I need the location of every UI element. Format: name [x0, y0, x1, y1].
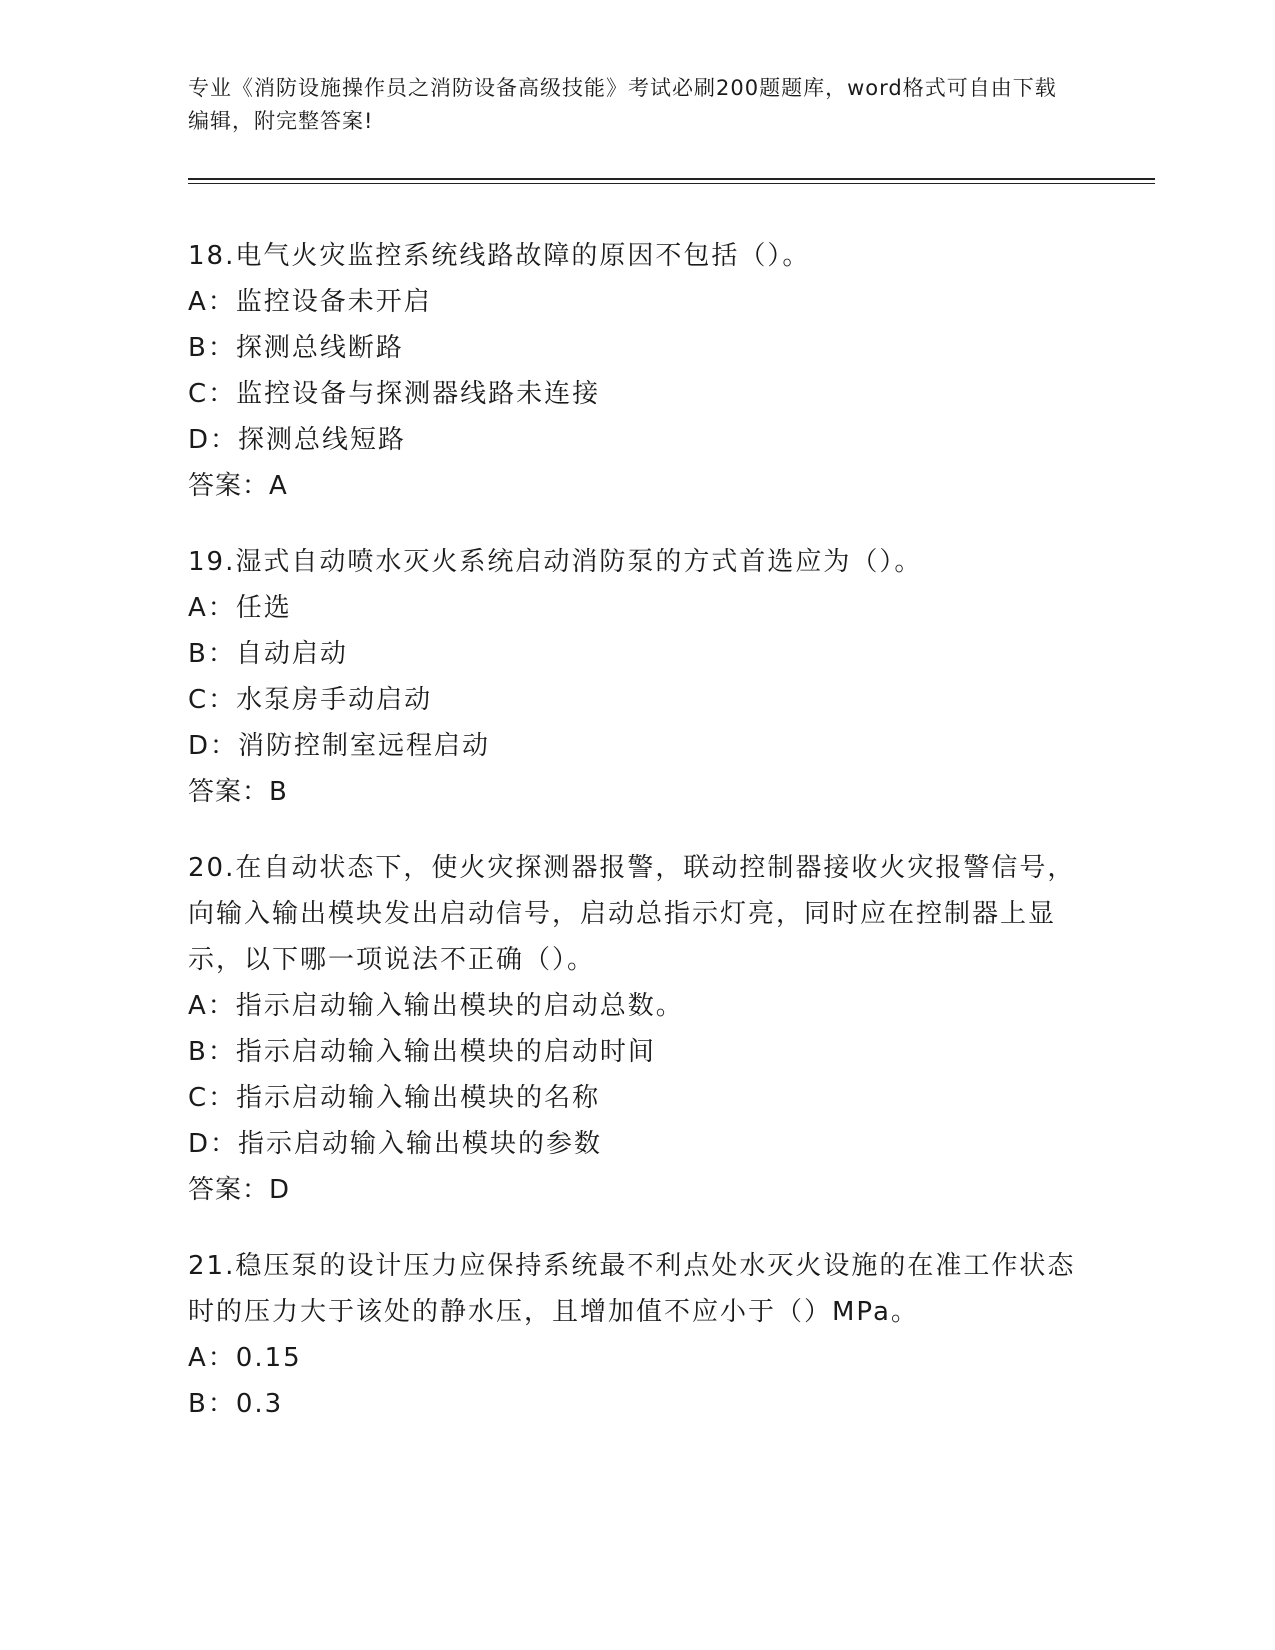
question-21: [188, 1243, 1088, 1427]
answer-line: [188, 769, 1088, 815]
answer-value: B: [269, 777, 288, 807]
option-a: A：监控设备未开启: [188, 287, 432, 317]
question-18: [188, 233, 1088, 509]
option-a: A：指示启动输入输出模块的启动总数。: [188, 991, 684, 1021]
document-intro: 专业《消防设施操作员之消防设备高级技能》考试必刷200题题库，word格式可自由下载编辑，附完整答案!: [188, 76, 1057, 133]
answer-label: 答案：: [188, 777, 270, 807]
option-b: B：自动启动: [188, 639, 348, 669]
answer-value: A: [269, 471, 288, 501]
header-divider-thick: [188, 178, 1155, 180]
answer-line: [188, 1167, 1088, 1213]
option-c: C：水泵房手动启动: [188, 685, 433, 715]
question-stem: 18.电气火灾监控系统线路故障的原因不包括（）。: [188, 241, 811, 271]
answer-value: D: [269, 1175, 291, 1205]
answer-label: 答案：: [188, 471, 270, 501]
option-c: C：指示启动输入输出模块的名称: [188, 1083, 601, 1113]
option-c: C：监控设备与探测器线路未连接: [188, 379, 601, 409]
option-b: B：探测总线断路: [188, 333, 404, 363]
header-divider-thin: [188, 183, 1155, 184]
option-d: D：探测总线短路: [188, 425, 407, 455]
option-a: A：0.15: [188, 1343, 302, 1373]
option-b: B：指示启动输入输出模块的启动时间: [188, 1037, 656, 1067]
answer-label: 答案：: [188, 1175, 270, 1205]
question-stem: 19.湿式自动喷水灭火系统启动消防泵的方式首选应为（）。: [188, 547, 923, 577]
question-19: [188, 539, 1088, 815]
option-d: D：指示启动输入输出模块的参数: [188, 1129, 603, 1159]
option-d: D：消防控制室远程启动: [188, 731, 491, 761]
question-stem: 21.稳压泵的设计压力应保持系统最不利点处水灭火设施的在准工作状态时的压力大于该处的静水压，且增加值不应小于（）MPa。: [188, 1251, 1076, 1327]
option-a: A：任选: [188, 593, 292, 623]
question-20: [188, 845, 1088, 1213]
question-list: [188, 233, 1088, 1457]
question-stem: 20.在自动状态下，使火灾探测器报警，联动控制器接收火灾报警信号，向输入输出模块发出启动信号，启动总指示灯亮，同时应在控制器上显示，以下哪一项说法不正确（）。: [188, 853, 1076, 975]
option-b: B：0.3: [188, 1389, 284, 1419]
answer-line: [188, 463, 1088, 509]
